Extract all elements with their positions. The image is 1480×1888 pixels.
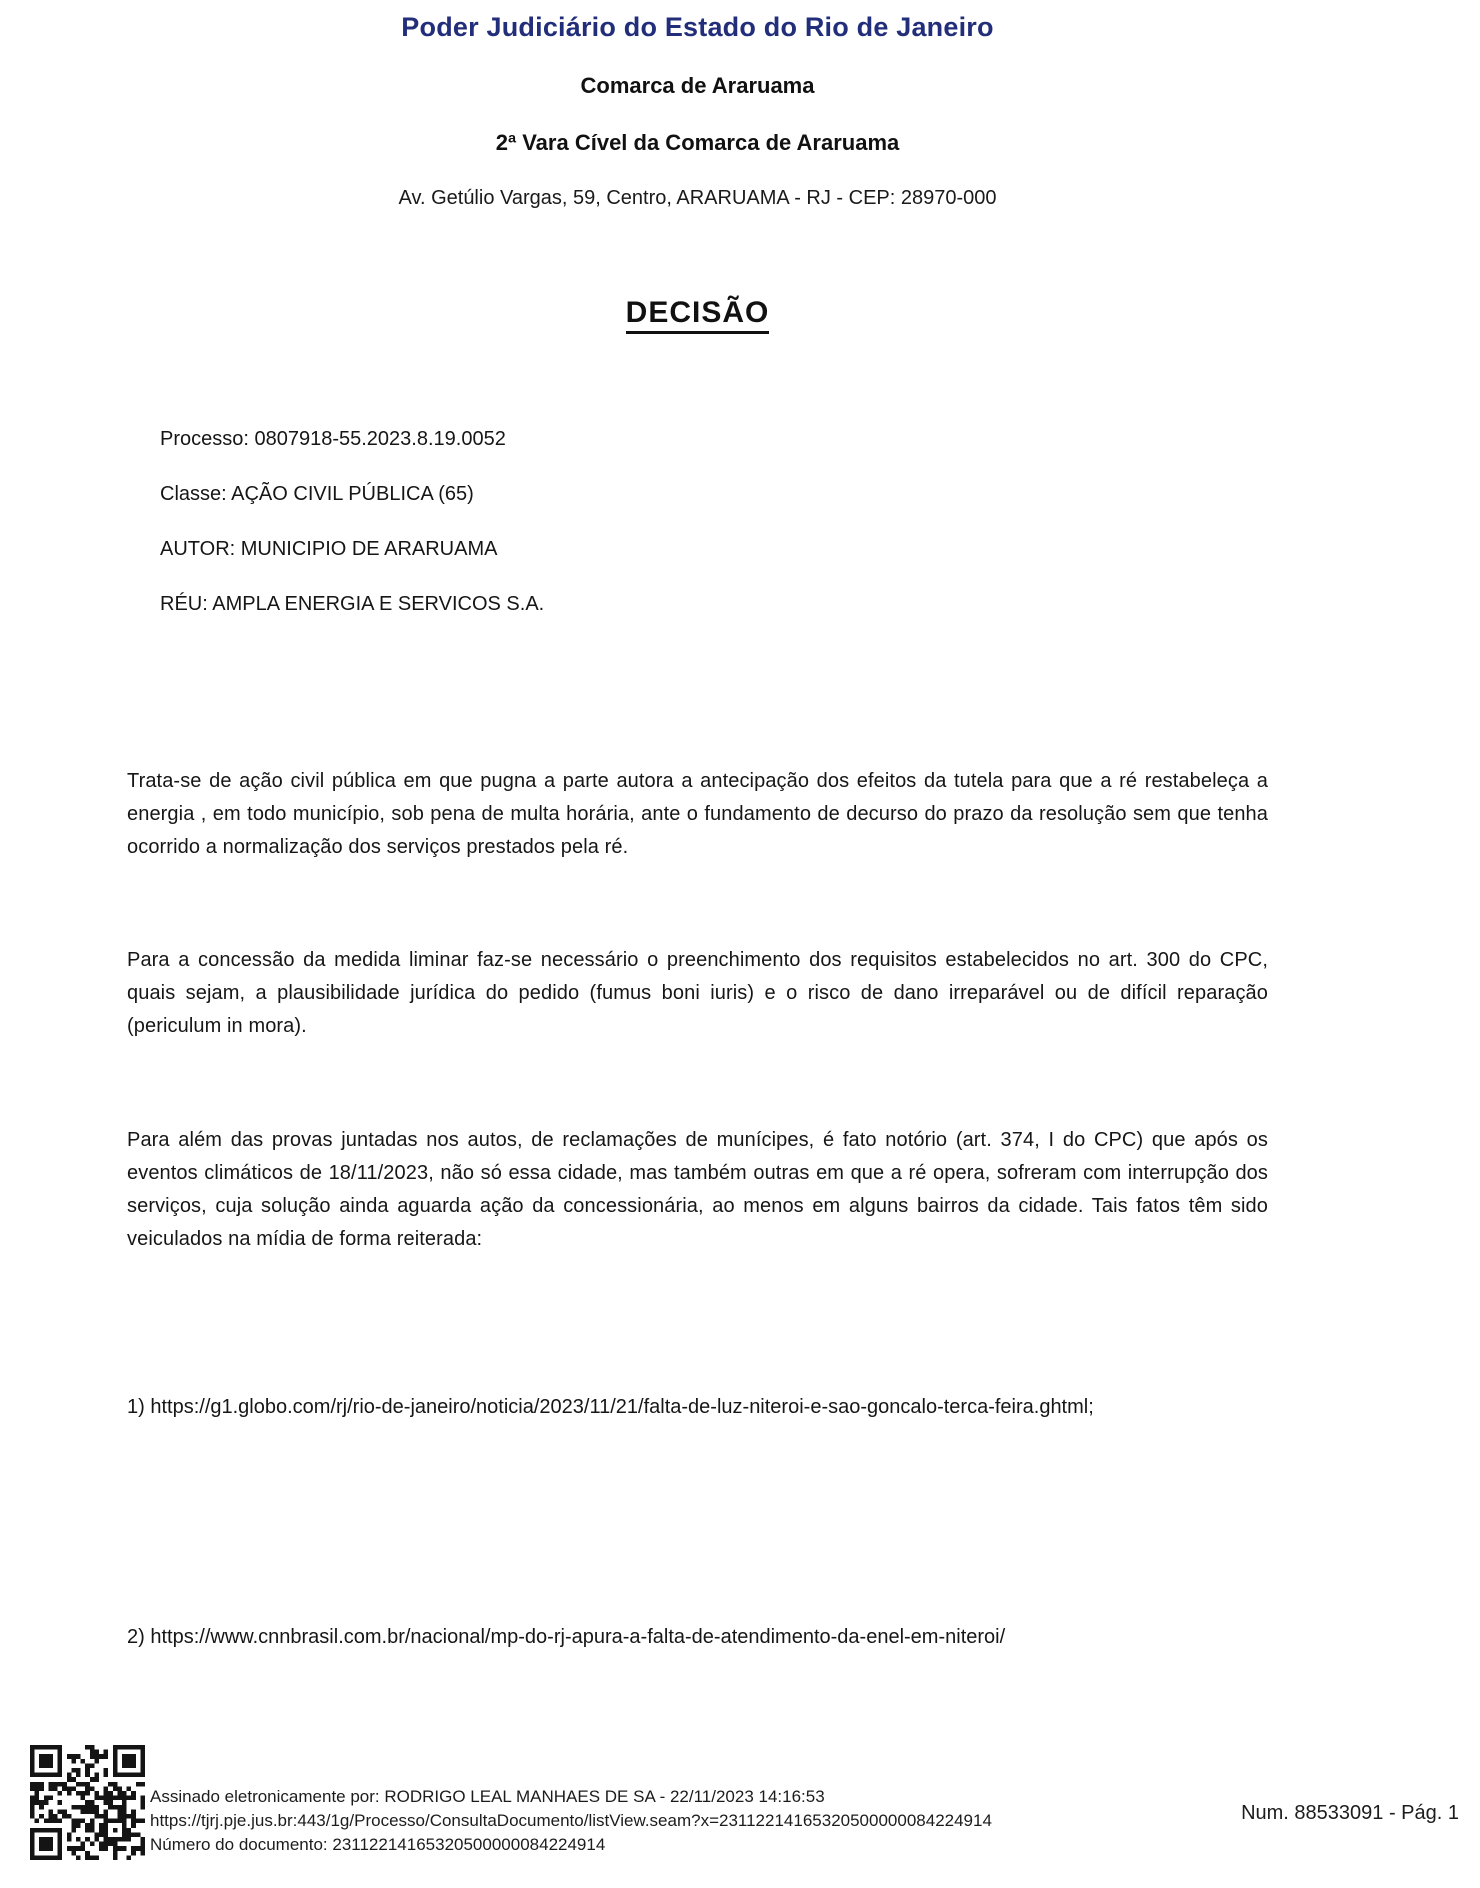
body-paragraph-3: Para além das provas juntadas nos autos, de reclamações de munícipes, é fato notório (art. 374, I do CPC) que após os eventos climáticos de 18/11/2023, não só essa cidade, mas também outras em que a ré opera, sofreram com interrupção dos serviços, cuja solução ainda aguarda ação da concessionária, ao menos em alguns bairros da cidade. Tais fatos têm sido veiculados na mídia de forma reiterada: [127, 1129, 1268, 1250]
document-number-line: Número do documento: 23112214165320500000084224914 [150, 1835, 606, 1854]
body-paragraph-2: Para a concessão da medida liminar faz-se necessário o preenchimento dos requisitos estabelecidos no art. 300 do CPC, quais sejam, a plausibilidade jurídica do pedido (fumus boni iuris) e o risco de dano irreparável ou de difícil reparação (periculum in mora). [127, 949, 1268, 1037]
decision-title-wrap [127, 296, 1268, 334]
qr-code [30, 1745, 145, 1860]
signature-footer [0, 1745, 1480, 1865]
signature-block [150, 1785, 992, 1857]
body-paragraph-1: Trata-se de ação civil pública em que pugna a parte autora a antecipação dos efeitos da tutela para que a ré restabeleça a energia , em todo município, sob pena de multa horária, ante o fundamento de decurso do prazo da resolução sem que tenha ocorrido a normalização dos serviços prestados pela ré. [127, 770, 1268, 858]
decision-title: DECISÃO [626, 296, 770, 334]
reu-line: RÉU: AMPLA ENERGIA E SERVICOS S.A. [160, 593, 545, 615]
signed-by-line: Assinado eletronicamente por: RODRIGO LEAL MANHAES DE SA - 22/11/2023 14:16:53 [150, 1787, 825, 1806]
comarca-line: Comarca de Araruama [580, 73, 815, 98]
vara-line: 2ª Vara Cível da Comarca de Araruama [495, 130, 900, 155]
news-link-2: 2) https://www.cnnbrasil.com.br/nacional/mp-do-rj-apura-a-falta-de-atendimento-da-enel-em-niteroi/ [127, 1626, 1006, 1648]
news-link-1: 1) https://g1.globo.com/rj/rio-de-janeiro/noticia/2023/11/21/falta-de-luz-niteroi-e-sao-goncalo-terca-feira.ghtml; [127, 1396, 1094, 1418]
processo-line: Processo: 0807918-55.2023.8.19.0052 [160, 428, 506, 450]
verification-url-line: https://tjrj.pje.jus.br:443/1g/Processo/ConsultaDocumento/listView.seam?x=23112214165320500000084224914 [150, 1811, 992, 1830]
court-title: Poder Judiciário do Estado do Rio de Janeiro [401, 12, 994, 42]
court-address-line: Av. Getúlio Vargas, 59, Centro, ARARUAMA - RJ - CEP: 28970-000 [398, 187, 997, 209]
page-number: Num. 88533091 - Pág. 1 [1241, 1802, 1459, 1824]
document-content-column [127, 0, 1268, 1888]
classe-line: Classe: AÇÃO CIVIL PÚBLICA (65) [160, 483, 474, 505]
autor-line: AUTOR: MUNICIPIO DE ARARUAMA [160, 538, 498, 560]
